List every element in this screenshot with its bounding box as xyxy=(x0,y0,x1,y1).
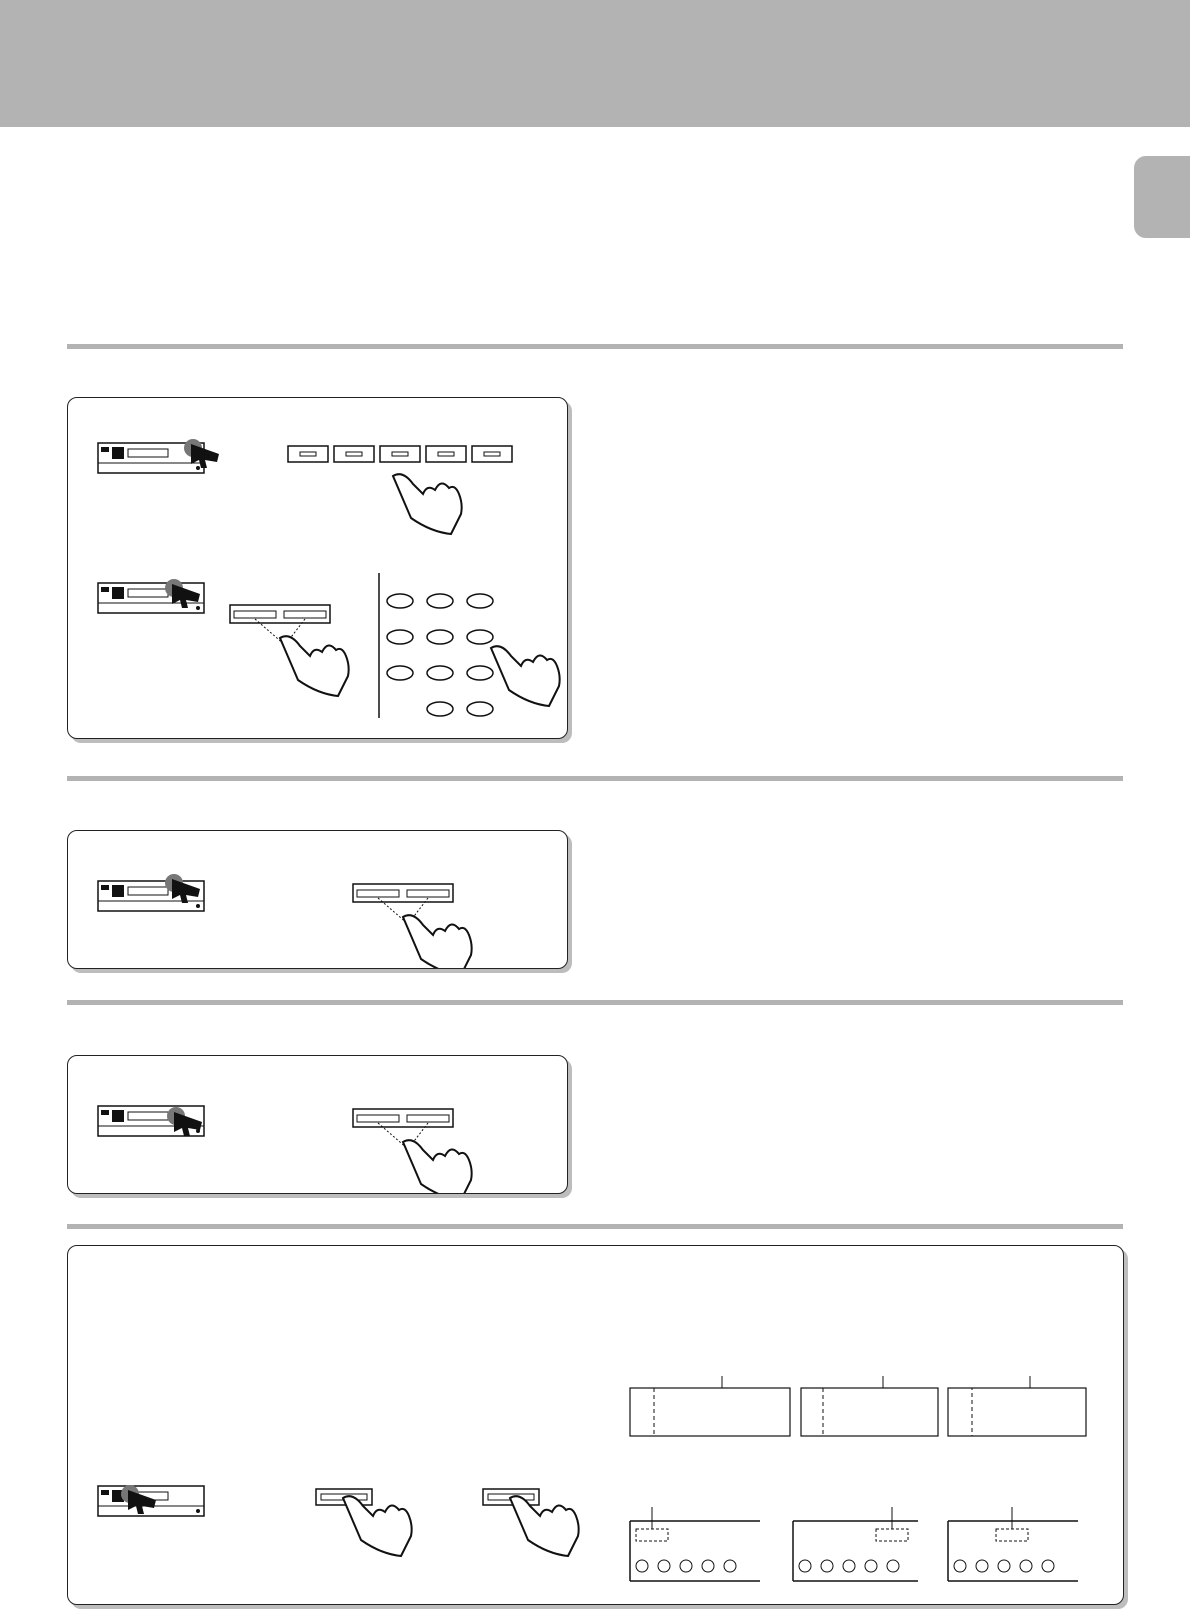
section-2-rule xyxy=(67,776,1123,781)
section-2-illustration-panel xyxy=(67,830,568,969)
numeric-keypad-icon xyxy=(387,594,493,716)
section-3-illustration-panel xyxy=(67,1055,568,1194)
section-1-rule xyxy=(67,344,1123,349)
section-3-rule xyxy=(67,1000,1123,1005)
section-1-illustration-panel xyxy=(67,397,568,739)
pressing-hand-icon xyxy=(403,1140,472,1193)
pressing-hand-icon xyxy=(343,1496,412,1556)
pressing-hand-icon xyxy=(280,636,349,696)
disc-tray-indicator-icon xyxy=(793,1507,918,1581)
display-window-icon xyxy=(630,1376,790,1436)
section-4-rule xyxy=(67,1224,1123,1229)
page-header-band xyxy=(0,0,1190,127)
disc-tray-indicator-icon xyxy=(948,1507,1078,1581)
display-window-icon xyxy=(948,1376,1086,1436)
display-window-icon xyxy=(801,1376,938,1436)
pressing-hand-icon xyxy=(393,474,462,534)
pressing-hand-icon xyxy=(403,915,472,968)
section-4-illustration-panel xyxy=(67,1245,1124,1605)
section-index-tab xyxy=(1134,156,1190,238)
pressing-hand-icon xyxy=(491,646,560,706)
disc-tray-indicator-icon xyxy=(630,1507,760,1581)
button-row-icon xyxy=(288,446,512,462)
pressing-hand-icon xyxy=(510,1496,579,1556)
